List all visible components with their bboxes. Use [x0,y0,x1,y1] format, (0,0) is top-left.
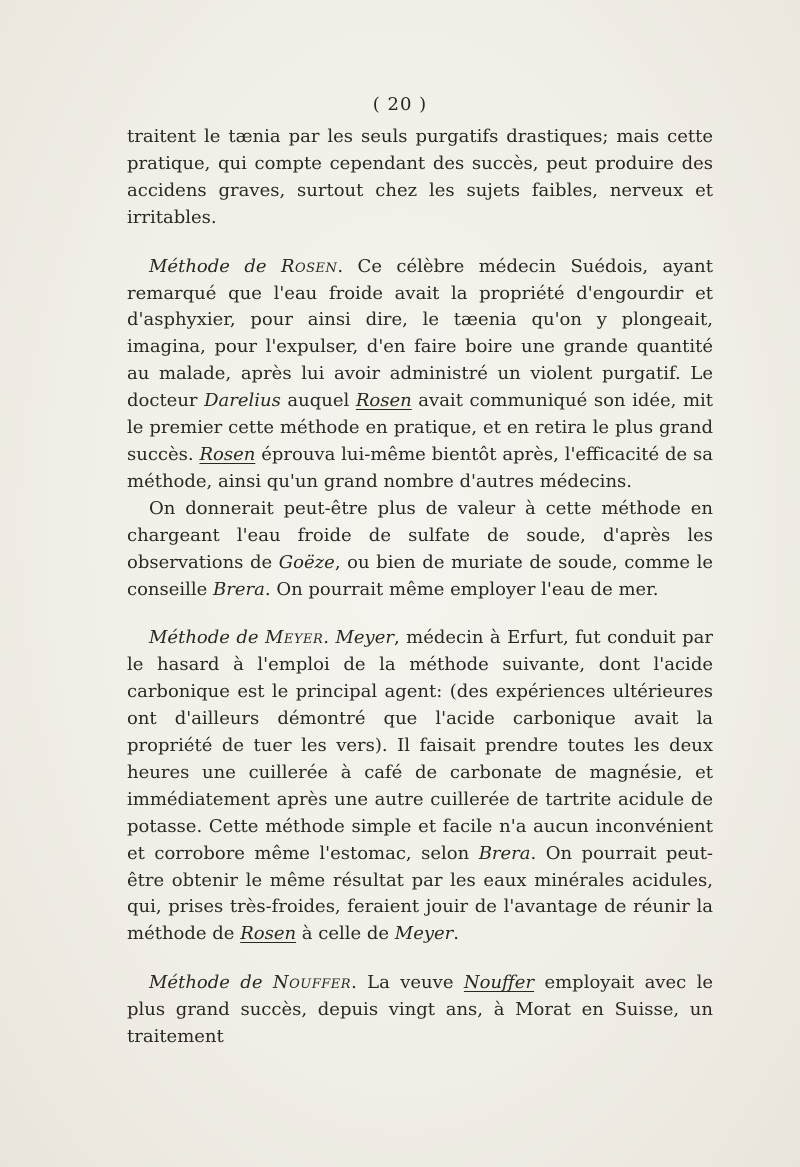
person-name: Brera [478,842,531,864]
section-heading-prefix: Méthode de [149,255,281,277]
paragraph-text: traitent le tænia par les seuls purgatifs drastiques; mais cette pratique, qui compte cependant des succès, peut produire des accidens graves, surtout chez les sujets faibles, nerveux et irritables. [127,126,713,228]
paragraph-text: , médecin à Erfurt, fut conduit par le hasard à l'emploi de la méthode suivante, dont l'acide carbonique est le principal agent: (des expériences ultérieures ont d'ailleurs démontré que l'acide carbonique avait la propriété de tuer les vers). Il faisait prendre toutes les deux heures une cuillerée à café de carbonate de magnésie, et immédiatement après une autre cuillerée de tartrite acidule de potasse. Cette méthode simple et facile n'a aucun inconvénient et corrobore même l'estomac, selon [127,627,713,864]
person-name: Rosen [199,443,256,465]
section-heading-prefix: Méthode de [149,972,273,994]
paragraph-text: . [323,627,336,649]
section-heading-prefix: Méthode de [149,627,265,649]
body-text [127,124,713,1051]
person-name: Meyer [335,627,394,649]
paragraph-rosen-variant [127,496,713,604]
page-number: ( 20 ) [372,94,428,115]
paragraph-text: . On pourrait même employer l'eau de mer. [264,578,659,600]
paragraph-text: . [453,923,460,945]
paragraph-text: éprouva lui-même bientôt après, l'efficacité de sa méthode, ainsi qu'un grand nombre d'autres médecins. [127,443,713,492]
paragraph-text: à celle de [296,923,395,945]
section-heading-name: Rosen [280,255,338,277]
person-name: Rosen [240,923,297,945]
paragraph-text: . Ce célèbre médecin Suédois, ayant remarqué que l'eau froide avait la propriété d'engourdir et d'asphyxier, pour ainsi dire, le tæenia qu'on y plongeait, imagina, pour l'expulser, d'en faire boire une grande quantité au malade, après lui avoir administré un violent purgatif. Le docteur [127,255,713,412]
person-name: Nouffer [463,972,535,994]
person-name: Meyer [394,923,454,945]
section-heading-name: Nouffer [272,972,352,994]
person-name: Brera [213,578,265,600]
paragraph-text: . La veuve [351,972,464,994]
person-name: Darelius [204,390,281,412]
section-heading-name: Meyer [265,627,324,649]
paragraph-rosen-method [127,254,713,496]
paragraph-text: avait communiqué son idée, mit le premier cette méthode en pratique, et en retira le plus grand succès. [127,390,713,465]
person-name: Goëze [278,551,335,573]
paragraph-nouffer-method [127,970,713,1051]
paragraph-text: employait avec le plus grand succès, depuis vingt ans, à Morat en Suisse, un traitement [127,972,714,1048]
paragraph-text: auquel [280,390,356,412]
paragraph-meyer-method [127,625,713,948]
paragraph-text: On donnerait peut-être plus de valeur à cette méthode en chargeant l'eau froide de sulfate de soude, d'après les observations de [127,497,713,573]
paragraph-text: . On pourrait peut-être obtenir le même résultat par les eaux minérales acidules, qui, prises très-froides, feraient jouir de l'avantage de réunir la méthode de [127,842,714,945]
paragraph-intro [127,124,713,232]
paragraph-text: , ou bien de muriate de soude, comme le conseille [127,551,713,600]
person-name: Rosen [355,390,412,412]
